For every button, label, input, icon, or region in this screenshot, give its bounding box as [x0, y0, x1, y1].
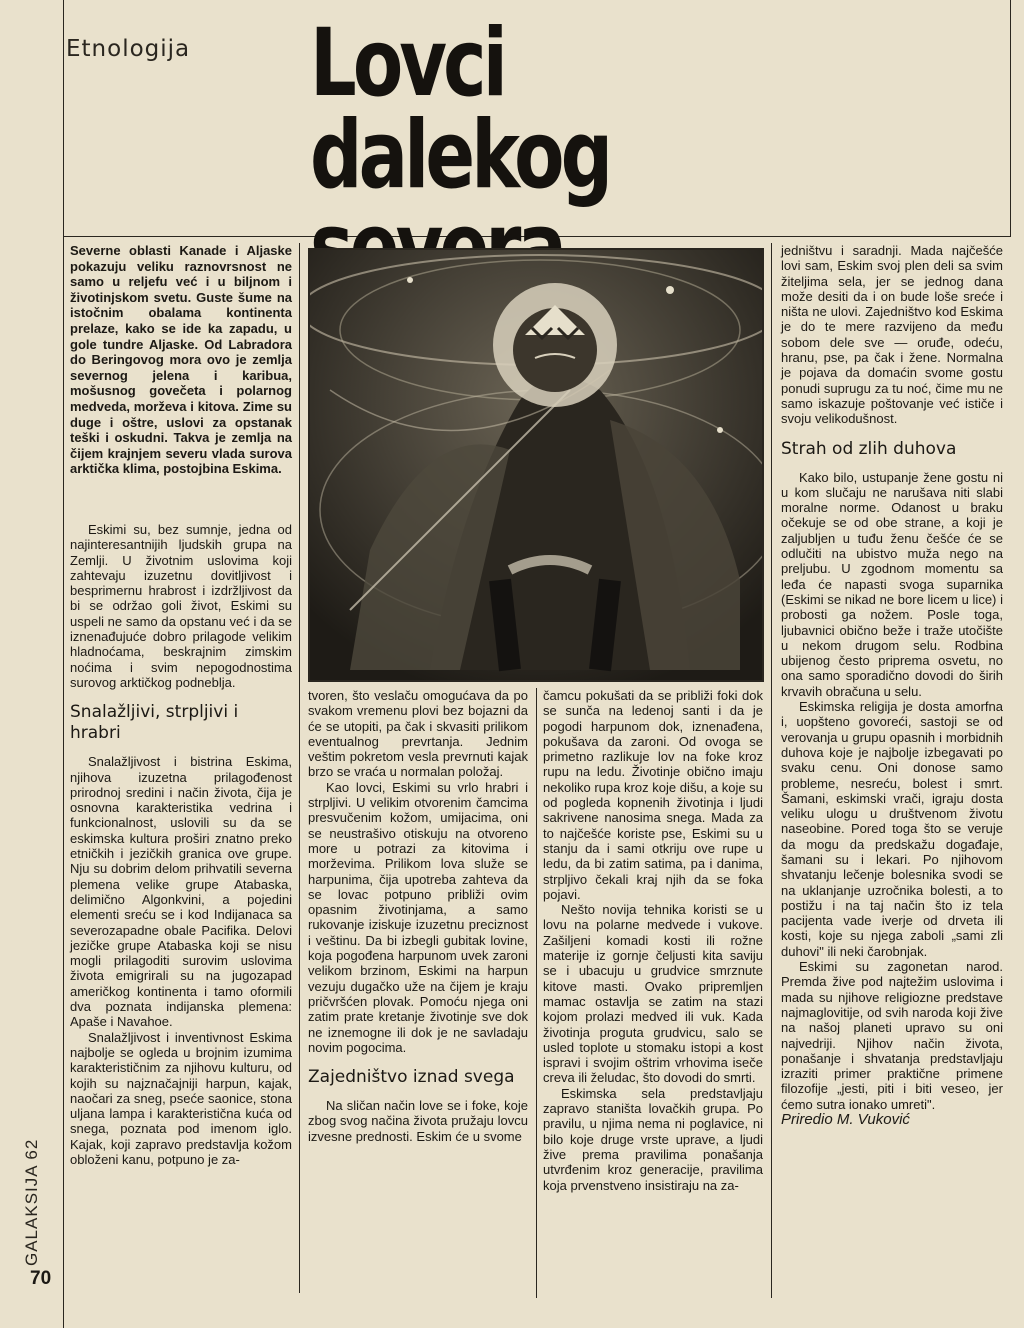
paragraph: Eskimska sela predstavljaju zapravo staništa lovačkih grupa. Po pravilu, u njima nema ni poglavice, ni bilo koje druge vrste uprave, a ljudi žive prema pravilima ponašanja utvrđenim kroz generacije, pravilima koja prvenstveno insistiraju na za- — [543, 1085, 763, 1193]
paragraph: Snalažljivost i inventivnost Eskima najbolje se ogleda u brojnim izumima karakterističnim za njihovu kulturu, od kojih su najznačajniji harpun, kajak, naočari za sneg, pseće saonice, stona uljana lampa i karakteristična kuća od snega, poznata pod imenom iglo. Kajak, koji zapravo predstavlja kožom obloženi kanu, potpuno je za- — [70, 1029, 292, 1167]
column-rule-3 — [771, 243, 772, 1298]
paragraph: tvoren, što veslaču omogućava da po svakom vremenu plovi bez bojazni da će se utopiti, pa čak i skvasiti prilikom eventualnog prevrtanja. Jednim veštim pokretom vesla prevrnuti kajak brzo se vraća u normalan položaj. — [308, 688, 528, 780]
paragraph: Eskimi su, bez sumnje, jedna od najinteresantnijih ljudskih grupa na Zemlji. U životnim uslovima koji zahtevaju izuzetnu dovitljivost i besprimernu hrabrost i izdržljivost da bi se održao goli život, Eskimi su uspeli ne samo da opstanu već i da se iznenađujuće dobro prilagode velikim hladnoćama, beskrajnim zimskim noćima i svim nepogodnostima surovog arktičkog podneblja. — [70, 522, 292, 690]
column-2 — [308, 688, 528, 1144]
lead-paragraph: Severne oblasti Kanade i Aljaske pokazuju veliku raznovrsnost ne samo u reljefu već i u biljnom i životinjskom svetu. Guste šume na istočnim obalama kontinenta prelaze, kako se ide ka zapadu, u gole tundre Aljaske. Od Labradora do Beringovog mora ovo je zemlja severnog jelena i karibua, mošusnog govečeta i polarnog medveda, morževa i kitova. Zime su duge i oštre, uslovi za opstanak teški i oskudni. Takva je zemlja na čijem krajnjem severu vlada surova arktička klima, postojbina Eskima. — [70, 243, 292, 477]
paragraph: Kao lovci, Eskimi su vrlo hrabri i strpljivi. U velikim otvorenim čamcima presvučenim kožom, umijacima, oni se neustrašivo otiskuju na otvoreno more u potrazi za kitovima i morževima. Prilikom lova služe se harpunima, čija upotreba zahteva da se lovac potpuno približi ovim opasnim životinjama, a samo rukovanje iziskuje izuzetnu preciznost i veštinu. Da bi izbegli gubitak lovine, koja pogođena harpunom uvek zaroni velikom brzinom, Eskimi na harpun vezuju dugačko uže na čijem je kraju pričvršćen plovak. Pomoću njega oni zatim prate kretanje životinje sve dok ne iznemogne ili dok je ne savladaju novim pogocima. — [308, 779, 528, 1055]
column-1 — [70, 522, 292, 1167]
paragraph: Na sličan način love se i foke, koje zbog svog načina života pružaju lovcu izvesne prednosti. Eskim će u svome — [308, 1098, 528, 1144]
paragraph: Eskimska religija je dosta amorfna i, uopšteno govoreći, sastoji se od verovanja u grupu opasnih i morbidnih duhova koje je najbolje izbegavati po svaku cenu. Oni donose samo probleme, nesreću, bolest i smrt. Šamani, eskimski vrači, igraju dosta veliku ulogu u društvenom životu naseobine. Pored toga što se veruje da mogu da predskažu događaje, šamani su i lekari. Po njihovom shvatanju lečenje bolesnika svodi se na uklanjanje uzročnika bolesti, a to postižu i na taj način što iz tela pacijenta vade iverje od drveta ili kosti, koje su njega zaboli „sami zli duhovi" ili neki čarobnjak. — [781, 699, 1003, 959]
title-line-2: dalekog — [310, 101, 610, 210]
magazine-issue: GALAKSIJA 62 — [22, 1138, 41, 1266]
paragraph: čamcu pokušati da se približi foki dok se sunča na ledenoj santi i da je pogodi harpunom dok, iznenađena, pokušava da zaroni. Od ovoga se primetno razlikuje lov na foke kroz rupu na ledu. Životinje obično imaju nekoliko rupa kroz koje dišu, a koje su od pogleda kopnenih životinja i ljudi sakrivene nanosima snega. Mada za to najčešće koriste pse, Eskimi su u stanju da i sami otkriju ove rupe u ledu, da bi zatim satima, pa i danima, strpljivo čekali kraj njih da se foka pojavi. — [543, 688, 763, 902]
subheading-strah: Strah od zlih duhova — [781, 438, 957, 459]
column-rule-2 — [536, 688, 537, 1298]
paragraph: jedništvu i saradnji. Mada najčešće lovi sam, Eskim svoj plen deli sa svim žiteljima sela, jer se jednog dana može desiti da i on bude loše sreće i ništa ne ulovi. Zajedništvo kod Eskima je do te mere razvijeno da među sobom dele sve — oruđe, odeću, hranu, pse, pa čak i žene. Normalna je pojava da domaćin svome gostu ponudi suprugu za tu noć, čime mu ne samo iskazuje poštovanje već ističe i svoju velikodušnost. — [781, 243, 1003, 427]
column-3 — [543, 688, 763, 1193]
page-number: 70 — [30, 1268, 52, 1289]
section-label: Etnologija — [66, 36, 191, 62]
subheading-zajednistvo: Zajedništvo iznad svega — [308, 1067, 515, 1088]
column-4 — [781, 243, 1003, 1127]
paragraph: Nešto novija tehnika koristi se u lovu na polarne medvede i vukove. Zašiljeni komadi kosti ili rožne materije iz gornje čeljusti kita saviju se i ubacuju u grudvice smrznute kitove masti. Ovako pripremljen mamac ostavlja se zatim na stazi kojom prolazi medved ili vuk. Kada životinja proguta grudvicu, salo se usled toplote u stomaku istopi a kost ispravi i svojim oštrim vrhovima iseče creva ili želudac, što dovodi do smrti. — [543, 902, 763, 1086]
eskimo-hunter-illustration — [308, 248, 764, 682]
left-margin-rule — [63, 0, 64, 1328]
title-line-1: Lovci — [310, 9, 504, 118]
paragraph: Kako bilo, ustupanje žene gostu ni u kom slučaju ne narušava niti slabi moralne norme. Odanost u braku očekuje se od obe strane, a koji je zaljubljen u tuđu ženu češće će se odlučiti na ubistvo muža nego na preljubu. U zgodnom momentu sa leđa će napasti svoga suparnika (Eskimi se nikad ne bore licem u lice) i probosti ga nožem. Posle toga, ljubavnici obično beže i traže utočište u nekom drugom selu. Rodbina ubijenog često priprema osvetu, no ona samo sporadično dovodi do širih krvavih obračuna u selu. — [781, 469, 1003, 699]
column-rule-1 — [299, 243, 300, 1293]
paragraph: Eskimi su zagonetan narod. Premda žive pod najtežim uslovima i mada su njihove religiozne predstave najmaglovitije, od svih naroda koji žive na našoj planeti upravo su oni najvedriji. Njihov način života, ponašanje i shvatanja predstavljaju izraziti primer praktične primene filozofije „jesti, piti i biti veseo, jer ćemo sutra ionako umreti". — [781, 959, 1003, 1112]
author-byline: Priredio M. Vuković — [781, 1111, 910, 1129]
illustration-artwork — [310, 250, 762, 680]
right-margin-rule — [1010, 0, 1011, 236]
paragraph: Snalažljivost i bistrina Eskima, njihova izuzetna prilagođenost prirodnoj sredini i način života, čija je osnovna karakteristika vedrina i funkcionalnost, uslovili su da se eskimska kultura proširi znatno preko etničkih i jezičkih granica ove grupe. Nju su dobrim delom prihvatili severna plemena velike grupe Atabaska, delimično Algonkvini, a pojedini elementi sreću se i kod Indijanaca sa severozapadne obale Pacifika. Delovi jezičke grupe Atabaska koji se nisu mogli prilagoditi surovim uslovima života emigrirali su na jugozapad američkog kontinenta i tamo oformili dva poznata indijanska plemena: Apaše i Navahoe. — [70, 754, 292, 1030]
subheading-snalazljivi: Snalažljivi, strpljivi i hrabri — [70, 702, 239, 744]
